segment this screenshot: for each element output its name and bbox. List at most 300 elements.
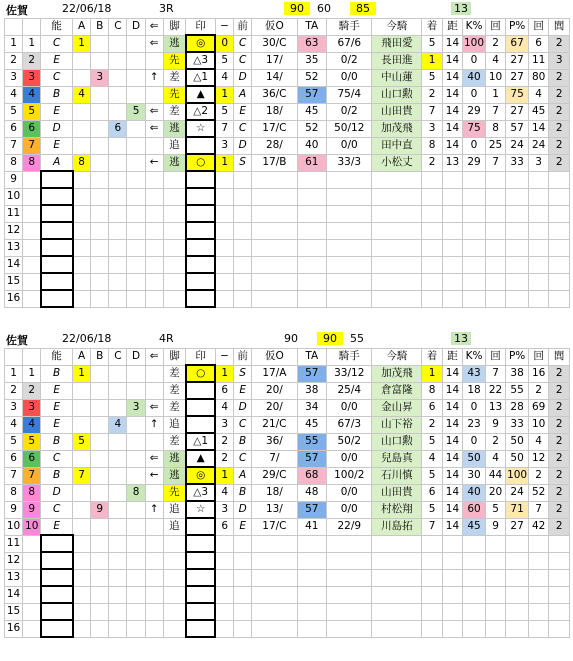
m2-value: C <box>234 52 252 69</box>
top-num-3: 55 <box>350 332 364 345</box>
column-header: P% <box>506 19 529 36</box>
race-grid <box>4 18 570 308</box>
empty-cell <box>109 188 127 205</box>
table-row[interactable] <box>5 433 570 450</box>
finish-rank: 6 <box>422 399 442 416</box>
top-num-1: 90 <box>284 2 310 15</box>
empty-cell <box>234 222 252 239</box>
running-style: 逃 <box>163 154 186 171</box>
race3-panel <box>4 0 570 308</box>
prediction-mark[interactable] <box>186 518 215 535</box>
prediction-mark[interactable]: △1 <box>186 69 215 86</box>
p-count: 80 <box>528 69 548 86</box>
col-a <box>73 137 91 154</box>
empty-cell <box>41 188 73 205</box>
col-a: 5 <box>73 433 91 450</box>
table-row[interactable] <box>5 365 570 382</box>
jockey-name: 加茂飛 <box>372 365 422 382</box>
ability-grade: E <box>41 137 73 154</box>
running-style: 追 <box>163 416 186 433</box>
table-row[interactable] <box>5 35 570 52</box>
col-b <box>91 154 109 171</box>
jockey-name: 山口勲 <box>372 86 422 103</box>
col-c: 6 <box>109 120 127 137</box>
empty-cell <box>109 239 127 256</box>
col-a <box>73 103 91 120</box>
empty-row <box>5 290 570 307</box>
empty-cell <box>327 535 372 552</box>
empty-cell <box>528 273 548 290</box>
race-date: 22/06/18 <box>62 332 112 345</box>
empty-cell <box>23 222 41 239</box>
empty-cell <box>127 273 145 290</box>
table-row[interactable] <box>5 501 570 518</box>
empty-cell <box>506 205 529 222</box>
empty-cell <box>485 620 505 637</box>
col-a: 7 <box>73 467 91 484</box>
empty-cell <box>549 620 570 637</box>
m1-value: 0 <box>215 35 233 52</box>
k-count: 1 <box>485 86 505 103</box>
running-style: 追 <box>163 518 186 535</box>
col-a <box>73 52 91 69</box>
top-num-2: 90 <box>317 332 343 345</box>
col-a: 8 <box>73 154 91 171</box>
k-percent: 40 <box>463 484 486 501</box>
empty-cell <box>41 239 73 256</box>
empty-cell <box>528 188 548 205</box>
jockey-name: 小松丈 <box>372 154 422 171</box>
m2-value: D <box>234 399 252 416</box>
empty-cell <box>463 256 486 273</box>
jockey-record: 67/3 <box>327 416 372 433</box>
table-row[interactable] <box>5 52 570 69</box>
finish-rank: 2 <box>422 154 442 171</box>
jockey-name: 倉富隆 <box>372 382 422 399</box>
gate-number: 5 <box>23 433 41 450</box>
column-header: 回 <box>528 349 548 366</box>
k-percent: 40 <box>463 69 486 86</box>
empty-row <box>5 256 570 273</box>
race-number: 4R <box>159 332 174 345</box>
m2-value: E <box>234 382 252 399</box>
jockey-record: 67/6 <box>327 35 372 52</box>
col-b <box>91 120 109 137</box>
table-row[interactable] <box>5 450 570 467</box>
prediction-mark[interactable] <box>186 399 215 416</box>
running-style: 逃 <box>163 450 186 467</box>
empty-cell <box>109 290 127 307</box>
col-a <box>73 120 91 137</box>
m1-value: 5 <box>215 52 233 69</box>
column-header: D <box>127 349 145 366</box>
p-count: 24 <box>528 137 548 154</box>
empty-cell <box>252 552 297 569</box>
empty-cell <box>485 205 505 222</box>
empty-cell <box>372 603 422 620</box>
empty-cell <box>145 603 163 620</box>
empty-cell <box>297 239 326 256</box>
running-style: 差 <box>163 399 186 416</box>
empty-cell <box>127 620 145 637</box>
finish-rank: 7 <box>422 103 442 120</box>
interval: 2 <box>549 69 570 86</box>
distance: 14 <box>442 518 462 535</box>
arrow-cell: ⇐ <box>145 103 163 120</box>
prediction-mark[interactable]: △3 <box>186 52 215 69</box>
row-number: 4 <box>5 86 23 103</box>
column-header: 回 <box>528 19 548 36</box>
table-row[interactable] <box>5 484 570 501</box>
empty-cell <box>463 620 486 637</box>
race-date: 22/06/18 <box>62 2 112 15</box>
table-row[interactable] <box>5 86 570 103</box>
empty-cell <box>127 586 145 603</box>
empty-cell <box>442 603 462 620</box>
k-count: 22 <box>485 382 505 399</box>
m2-value: S <box>234 365 252 382</box>
ability-grade: E <box>41 103 73 120</box>
table-row[interactable] <box>5 399 570 416</box>
running-style: 先 <box>163 52 186 69</box>
empty-cell <box>127 535 145 552</box>
distance: 14 <box>442 382 462 399</box>
empty-cell <box>41 586 73 603</box>
empty-cell <box>23 535 41 552</box>
empty-cell <box>485 273 505 290</box>
empty-cell <box>327 222 372 239</box>
empty-cell <box>463 586 486 603</box>
empty-cell <box>528 620 548 637</box>
empty-cell <box>73 205 91 222</box>
ability-grade: B <box>41 433 73 450</box>
interval: 2 <box>549 484 570 501</box>
finish-rank: 5 <box>422 501 442 518</box>
column-header: 仮O <box>252 19 297 36</box>
empty-cell <box>506 586 529 603</box>
empty-cell <box>442 290 462 307</box>
empty-cell <box>145 290 163 307</box>
jockey-name: 田中直 <box>372 137 422 154</box>
col-b <box>91 484 109 501</box>
arrow-cell: ⇐ <box>145 120 163 137</box>
empty-cell <box>442 535 462 552</box>
empty-cell <box>252 569 297 586</box>
m1-value: 4 <box>215 399 233 416</box>
prediction-mark[interactable]: ◎ <box>186 467 215 484</box>
table-row[interactable] <box>5 103 570 120</box>
row-number: 3 <box>5 399 23 416</box>
prediction-mark[interactable]: ◎ <box>186 35 215 52</box>
row-number: 9 <box>5 171 23 188</box>
ta-value: 40 <box>297 137 326 154</box>
table-row[interactable] <box>5 416 570 433</box>
empty-cell <box>422 620 442 637</box>
col-b <box>91 399 109 416</box>
column-header: 距 <box>442 349 462 366</box>
k-count: 7 <box>485 365 505 382</box>
table-row[interactable] <box>5 518 570 535</box>
gate-number: 4 <box>23 86 41 103</box>
p-count: 2 <box>528 382 548 399</box>
empty-cell <box>23 188 41 205</box>
prediction-mark[interactable]: ☆ <box>186 120 215 137</box>
empty-cell <box>109 552 127 569</box>
top-num-3: 85 <box>350 2 376 15</box>
k-percent: 0 <box>463 86 486 103</box>
column-header: 騎手 <box>327 19 372 36</box>
prediction-mark[interactable]: ▲ <box>186 86 215 103</box>
row-number: 16 <box>5 620 23 637</box>
gate-number: 4 <box>23 416 41 433</box>
col-b <box>91 518 109 535</box>
empty-cell <box>252 171 297 188</box>
ta-value: 35 <box>297 52 326 69</box>
prediction-mark[interactable]: ○ <box>186 365 215 382</box>
col-d <box>127 120 145 137</box>
finish-rank: 6 <box>422 484 442 501</box>
empty-cell <box>91 171 109 188</box>
prediction-mark[interactable]: △2 <box>186 103 215 120</box>
column-header: 脚 <box>163 349 186 366</box>
running-style: 差 <box>163 382 186 399</box>
col-d <box>127 467 145 484</box>
col-c <box>109 52 127 69</box>
arrow-cell: ↑ <box>145 416 163 433</box>
table-row[interactable] <box>5 137 570 154</box>
jockey-record: 50/12 <box>327 120 372 137</box>
distance: 14 <box>442 450 462 467</box>
jockey-name: 石川慎 <box>372 467 422 484</box>
prediction-mark[interactable] <box>186 137 215 154</box>
empty-cell <box>506 552 529 569</box>
empty-cell <box>422 290 442 307</box>
interval: 2 <box>549 467 570 484</box>
ability-grade: E <box>41 382 73 399</box>
table-row[interactable] <box>5 467 570 484</box>
arrow-cell <box>145 433 163 450</box>
empty-cell <box>372 620 422 637</box>
empty-cell <box>145 222 163 239</box>
empty-cell <box>41 205 73 222</box>
k-percent: 30 <box>463 467 486 484</box>
interval: 2 <box>549 501 570 518</box>
empty-cell <box>127 603 145 620</box>
column-header: 能 <box>41 19 73 36</box>
finish-rank: 1 <box>422 365 442 382</box>
empty-cell <box>41 256 73 273</box>
m2-value: D <box>234 69 252 86</box>
p-percent: 27 <box>506 518 529 535</box>
empty-cell <box>73 273 91 290</box>
empty-cell <box>528 290 548 307</box>
empty-cell <box>91 569 109 586</box>
p-count: 11 <box>528 52 548 69</box>
m1-value: 1 <box>215 467 233 484</box>
ability-grade: C <box>41 501 73 518</box>
m1-value: 4 <box>215 484 233 501</box>
prediction-mark[interactable]: △3 <box>186 484 215 501</box>
col-d <box>127 433 145 450</box>
interval: 2 <box>549 399 570 416</box>
col-a <box>73 382 91 399</box>
top-num-1: 90 <box>284 332 298 345</box>
col-b <box>91 103 109 120</box>
distance: 14 <box>442 137 462 154</box>
table-row[interactable] <box>5 154 570 171</box>
gate-number: 2 <box>23 52 41 69</box>
empty-cell <box>234 569 252 586</box>
empty-cell <box>163 171 186 188</box>
ability-grade: C <box>41 69 73 86</box>
empty-cell <box>297 569 326 586</box>
empty-cell <box>163 552 186 569</box>
m1-value: 6 <box>215 518 233 535</box>
empty-cell <box>327 290 372 307</box>
row-number: 15 <box>5 273 23 290</box>
col-d <box>127 154 145 171</box>
empty-cell <box>528 222 548 239</box>
empty-cell <box>327 273 372 290</box>
row-number: 11 <box>5 205 23 222</box>
row-number: 7 <box>5 467 23 484</box>
empty-cell <box>422 239 442 256</box>
col-a <box>73 399 91 416</box>
col-d <box>127 416 145 433</box>
row-number: 6 <box>5 450 23 467</box>
table-row[interactable] <box>5 382 570 399</box>
column-header: ⇐ <box>145 19 163 36</box>
jockey-name: 中山蓮 <box>372 69 422 86</box>
empty-cell <box>163 205 186 222</box>
column-header: TA <box>297 19 326 36</box>
empty-cell <box>145 205 163 222</box>
table-row[interactable] <box>5 69 570 86</box>
empty-cell <box>215 552 233 569</box>
distance: 14 <box>442 52 462 69</box>
empty-cell <box>186 586 215 603</box>
p-percent: 55 <box>506 382 529 399</box>
empty-cell <box>127 171 145 188</box>
empty-cell <box>109 256 127 273</box>
empty-cell <box>485 239 505 256</box>
jockey-record: 0/0 <box>327 69 372 86</box>
arrow-cell: ⇐ <box>145 35 163 52</box>
empty-cell <box>549 273 570 290</box>
empty-row <box>5 273 570 290</box>
empty-cell <box>91 290 109 307</box>
col-a <box>73 416 91 433</box>
empty-cell <box>186 620 215 637</box>
ability-grade: B <box>41 467 73 484</box>
empty-row <box>5 239 570 256</box>
empty-cell <box>234 535 252 552</box>
distance: 14 <box>442 399 462 416</box>
col-c <box>109 484 127 501</box>
col-c <box>109 137 127 154</box>
k-percent: 18 <box>463 382 486 399</box>
empty-cell <box>23 256 41 273</box>
p-percent: 33 <box>506 416 529 433</box>
empty-cell <box>252 290 297 307</box>
prediction-mark[interactable] <box>186 382 215 399</box>
col-b <box>91 52 109 69</box>
prediction-mark[interactable]: ☆ <box>186 501 215 518</box>
distance: 14 <box>442 120 462 137</box>
p-percent: 67 <box>506 35 529 52</box>
col-d <box>127 35 145 52</box>
m2-value: S <box>234 154 252 171</box>
empty-cell <box>23 552 41 569</box>
m2-value: D <box>234 137 252 154</box>
col-c <box>109 365 127 382</box>
empty-cell <box>528 552 548 569</box>
kari-o: 21/C <box>252 416 297 433</box>
col-b <box>91 450 109 467</box>
k-percent: 29 <box>463 103 486 120</box>
table-row[interactable] <box>5 120 570 137</box>
k-count: 44 <box>485 467 505 484</box>
empty-cell <box>23 239 41 256</box>
kari-o: 17/A <box>252 365 297 382</box>
kari-o: 29/C <box>252 467 297 484</box>
empty-cell <box>506 273 529 290</box>
ta-value: 57 <box>297 501 326 518</box>
prediction-mark[interactable]: △1 <box>186 433 215 450</box>
ability-grade: E <box>41 416 73 433</box>
empty-cell <box>485 569 505 586</box>
empty-cell <box>163 222 186 239</box>
column-header: 着 <box>422 349 442 366</box>
empty-cell <box>145 256 163 273</box>
finish-rank: 5 <box>422 433 442 450</box>
prediction-mark[interactable]: ▲ <box>186 450 215 467</box>
column-header: ⇐ <box>145 349 163 366</box>
empty-cell <box>186 273 215 290</box>
empty-cell <box>73 603 91 620</box>
empty-cell <box>463 171 486 188</box>
running-style: 追 <box>163 501 186 518</box>
empty-cell <box>506 171 529 188</box>
ta-value: 41 <box>297 518 326 535</box>
empty-cell <box>23 273 41 290</box>
row-number: 13 <box>5 569 23 586</box>
prediction-mark[interactable] <box>186 416 215 433</box>
prediction-mark[interactable]: ○ <box>186 154 215 171</box>
p-percent: 100 <box>506 467 529 484</box>
row-number: 13 <box>5 239 23 256</box>
empty-cell <box>549 188 570 205</box>
column-header: 回 <box>485 19 505 36</box>
finish-rank: 2 <box>422 416 442 433</box>
k-percent: 0 <box>463 52 486 69</box>
empty-cell <box>506 290 529 307</box>
empty-cell <box>252 603 297 620</box>
empty-cell <box>109 603 127 620</box>
k-percent: 0 <box>463 137 486 154</box>
empty-cell <box>442 552 462 569</box>
jockey-name: 川島拓 <box>372 518 422 535</box>
empty-cell <box>506 222 529 239</box>
m2-value: C <box>234 120 252 137</box>
empty-row <box>5 586 570 603</box>
running-style: 差 <box>163 69 186 86</box>
col-d <box>127 518 145 535</box>
empty-cell <box>297 552 326 569</box>
empty-cell <box>463 205 486 222</box>
ta-value: 61 <box>297 154 326 171</box>
empty-cell <box>463 239 486 256</box>
